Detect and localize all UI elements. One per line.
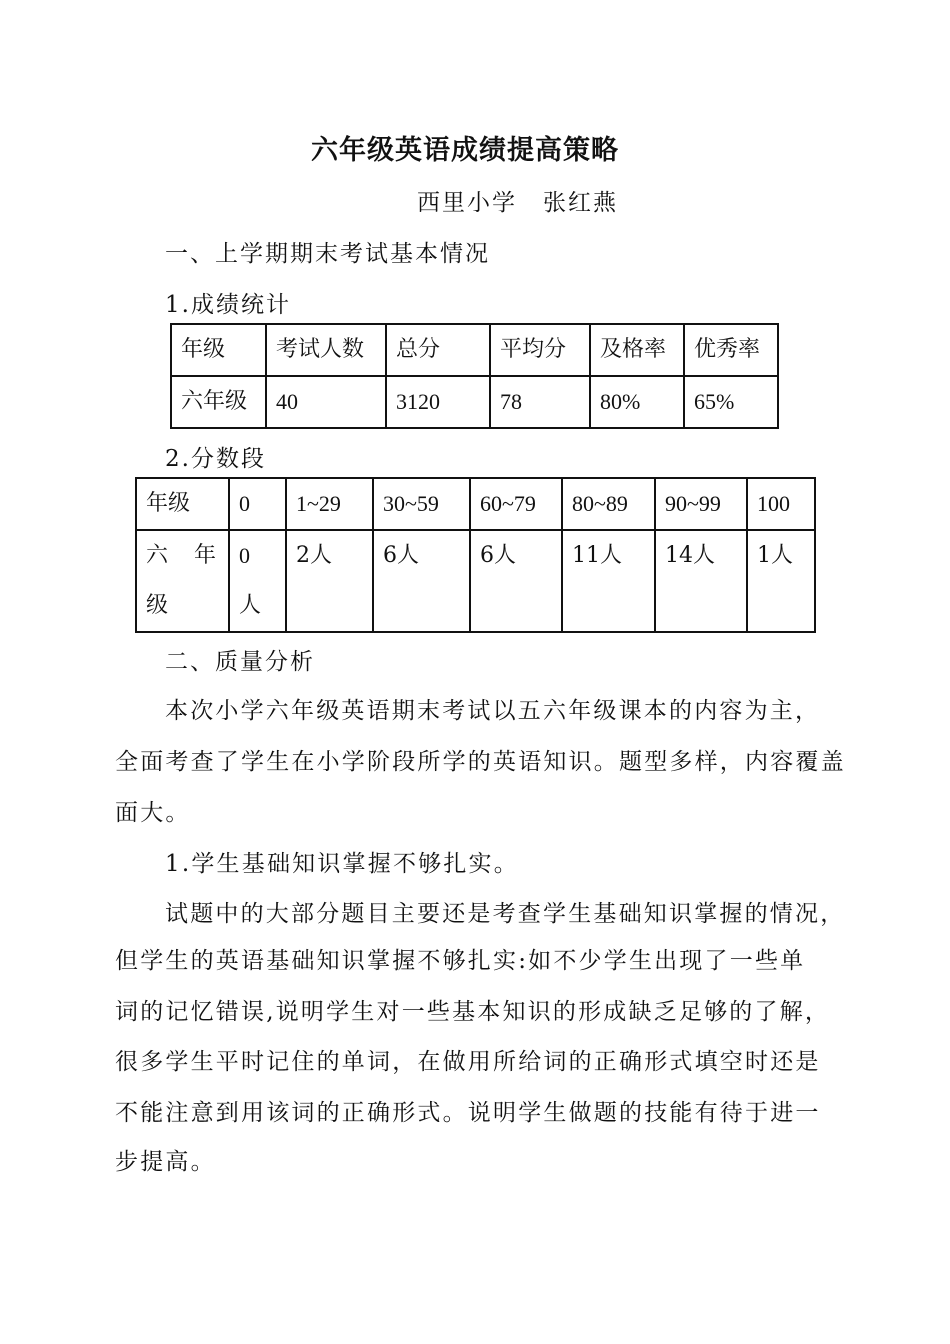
point-heading: 1.学生基础知识掌握不够扎实。 — [165, 851, 519, 877]
table-cell: 60~79 — [470, 478, 562, 530]
table-cell: 总分 — [386, 324, 490, 376]
table-cell: 11人 — [562, 530, 655, 632]
table-row — [171, 376, 778, 428]
paragraph-line: 但学生的英语基础知识掌握不够扎实:如不少学生出现了一些单 — [115, 948, 806, 974]
table-cell: 考试人数 — [266, 324, 386, 376]
table-cell: 100 — [747, 478, 815, 530]
table-cell: 优秀率 — [684, 324, 778, 376]
table-cell: 1人 — [747, 530, 815, 632]
table-cell: 平均分 — [490, 324, 590, 376]
table-cell: 40 — [266, 376, 386, 428]
table-header-row — [136, 478, 815, 530]
score-distribution-table — [135, 477, 816, 633]
table-cell: 30~59 — [373, 478, 470, 530]
section1-sub1: 1.成绩统计 — [165, 292, 291, 318]
table-cell: 年级 — [171, 324, 266, 376]
section1-heading: 一、上学期期末考试基本情况 — [165, 241, 490, 267]
paragraph-line: 不能注意到用该词的正确形式。说明学生做题的技能有待于进一 — [115, 1100, 821, 1126]
table-cell: 80~89 — [562, 478, 655, 530]
table-cell: 80% — [590, 376, 684, 428]
table-cell: 6人 — [470, 530, 562, 632]
table-cell — [229, 530, 286, 632]
table-cell: 6人 — [373, 530, 470, 632]
table-cell: 65% — [684, 376, 778, 428]
document-title: 六年级英语成绩提高策略 — [311, 135, 619, 166]
table-cell: 年级 — [136, 478, 229, 530]
grade-char: 六 — [146, 543, 169, 568]
table-cell: 14人 — [655, 530, 747, 632]
table-cell: 0 — [229, 478, 286, 530]
score-stats-table — [170, 323, 779, 429]
table-cell: 1~29 — [286, 478, 373, 530]
paragraph-line: 步提高。 — [115, 1149, 216, 1175]
paragraph-line: 面大。 — [115, 800, 191, 826]
paragraph-line: 很多学生平时记住的单词，在做用所给词的正确形式填空时还是 — [115, 1049, 821, 1075]
table-cell: 六年级 — [171, 376, 266, 428]
paragraph-line: 词的记忆错误,说明学生对一些基本知识的形成缺乏足够的了解， — [115, 999, 831, 1025]
table-cell: 90~99 — [655, 478, 747, 530]
table-row — [136, 530, 815, 632]
grade-char: 年 — [193, 543, 216, 568]
table-cell: 及格率 — [590, 324, 684, 376]
table-cell: 3120 — [386, 376, 490, 428]
paragraph-line: 本次小学六年级英语期末考试以五六年级课本的内容为主， — [165, 698, 821, 724]
count-unit: 人 — [239, 593, 262, 618]
section1-sub2: 2.分数段 — [165, 446, 266, 472]
author-name: 张红燕 — [543, 190, 618, 216]
table-cell: 78 — [490, 376, 590, 428]
author-line — [417, 184, 618, 217]
paragraph-line: 全面考查了学生在小学阶段所学的英语知识。题型多样，内容覆盖 — [115, 749, 846, 775]
author-school: 西里小学 — [417, 190, 517, 216]
table-cell — [136, 530, 229, 632]
table-header-row — [171, 324, 778, 376]
section2-heading: 二、质量分析 — [165, 649, 315, 675]
grade-label-line2: 级 — [146, 593, 169, 618]
paragraph-line: 试题中的大部分题目主要还是考查学生基础知识掌握的情况， — [165, 901, 846, 927]
count-value: 0 — [239, 543, 250, 568]
table-cell: 2人 — [286, 530, 373, 632]
grade-label-line1 — [146, 531, 228, 581]
